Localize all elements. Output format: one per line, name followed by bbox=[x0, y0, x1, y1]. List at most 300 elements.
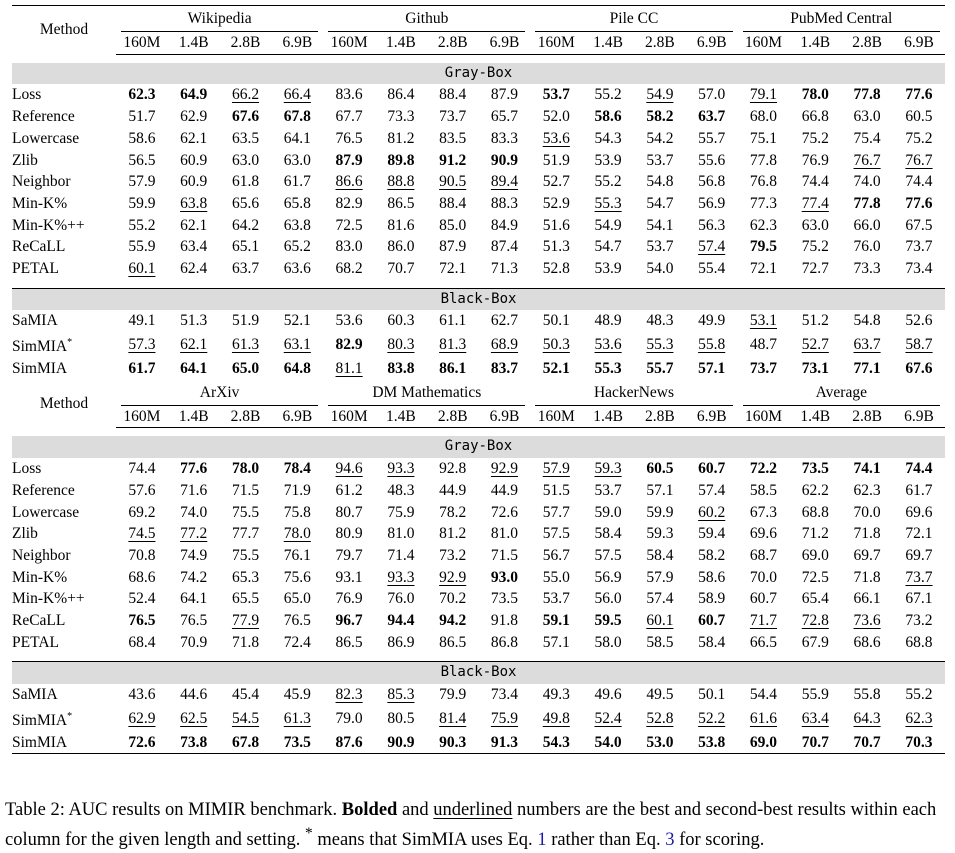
value-cell bbox=[220, 610, 272, 632]
auc-value: 60.3 bbox=[387, 312, 415, 330]
auc-value: 73.7 bbox=[749, 360, 778, 377]
auc-value: 73.5 bbox=[801, 460, 829, 478]
value-cell bbox=[738, 732, 790, 754]
auc-value: 63.0 bbox=[231, 151, 260, 169]
auc-value: 54.9 bbox=[594, 216, 622, 234]
auc-value: 48.3 bbox=[646, 312, 674, 330]
auc-value: 75.2 bbox=[905, 129, 933, 147]
method-label: Reference bbox=[12, 108, 75, 126]
auc-value: 74.2 bbox=[180, 568, 208, 586]
value-cell bbox=[530, 193, 582, 215]
auc-value: 67.3 bbox=[749, 503, 778, 521]
value-cell bbox=[789, 150, 841, 172]
auc-value: 69.2 bbox=[128, 503, 156, 521]
method-name bbox=[12, 706, 116, 732]
auc-value: 77.8 bbox=[853, 86, 881, 104]
auc-value: 63.7 bbox=[698, 108, 726, 126]
auc-value: 81.2 bbox=[387, 129, 415, 147]
value-cell bbox=[116, 332, 168, 358]
model-size-header: 1.4B bbox=[789, 406, 841, 428]
auc-value: 74.9 bbox=[180, 546, 208, 564]
value-cell bbox=[271, 588, 323, 610]
value-cell bbox=[220, 84, 272, 106]
caption-eq3-link[interactable]: 3 bbox=[665, 830, 675, 851]
value-cell bbox=[375, 610, 427, 632]
section-band-row bbox=[12, 662, 945, 684]
auc-value: 70.0 bbox=[853, 503, 881, 521]
value-cell bbox=[686, 610, 738, 632]
dataset-header bbox=[738, 6, 945, 33]
auc-value: 73.6 bbox=[853, 612, 881, 630]
auc-value: 65.6 bbox=[231, 194, 260, 212]
value-cell bbox=[789, 171, 841, 193]
auc-value: 76.5 bbox=[180, 612, 208, 630]
value-cell bbox=[530, 310, 582, 332]
value-cell bbox=[271, 215, 323, 237]
value-cell bbox=[220, 236, 272, 258]
value-cell bbox=[634, 193, 686, 215]
value-cell bbox=[220, 128, 272, 150]
value-cell bbox=[220, 258, 272, 280]
value-cell bbox=[271, 310, 323, 332]
auc-value: 54.0 bbox=[646, 260, 674, 278]
value-cell bbox=[168, 193, 220, 215]
value-cell bbox=[686, 358, 738, 380]
method-label: Neighbor bbox=[12, 173, 71, 191]
table-row bbox=[12, 193, 945, 215]
auc-value: 71.7 bbox=[749, 612, 778, 630]
value-cell bbox=[271, 502, 323, 524]
auc-value: 80.7 bbox=[335, 503, 363, 521]
auc-value: 65.4 bbox=[801, 590, 829, 608]
auc-value: 63.6 bbox=[283, 260, 311, 278]
value-cell bbox=[530, 502, 582, 524]
value-cell bbox=[634, 588, 686, 610]
value-cell bbox=[427, 480, 479, 502]
auc-value: 51.7 bbox=[128, 108, 156, 126]
auc-value: 65.2 bbox=[283, 238, 311, 256]
value-cell bbox=[271, 150, 323, 172]
value-cell bbox=[634, 480, 686, 502]
auc-value: 70.0 bbox=[749, 568, 778, 586]
value-cell bbox=[116, 193, 168, 215]
value-cell bbox=[582, 480, 634, 502]
value-cell bbox=[168, 610, 220, 632]
auc-value: 52.0 bbox=[542, 108, 570, 126]
auc-value: 62.3 bbox=[905, 709, 933, 727]
value-cell bbox=[582, 236, 634, 258]
auc-value: 66.8 bbox=[801, 108, 829, 126]
auc-value: 73.2 bbox=[905, 612, 933, 630]
section-title: Black-Box bbox=[12, 662, 945, 684]
auc-value: 59.9 bbox=[128, 194, 156, 212]
auc-value: 51.6 bbox=[542, 216, 570, 234]
value-cell bbox=[375, 458, 427, 480]
value-cell bbox=[323, 502, 375, 524]
value-cell bbox=[738, 684, 790, 706]
value-cell bbox=[427, 193, 479, 215]
auc-value: 51.3 bbox=[542, 238, 570, 256]
value-cell bbox=[530, 523, 582, 545]
auc-value: 49.6 bbox=[594, 686, 622, 704]
value-cell bbox=[738, 545, 790, 567]
auc-value: 57.7 bbox=[542, 503, 570, 521]
method-name bbox=[12, 480, 116, 502]
auc-value: 84.9 bbox=[490, 216, 519, 234]
value-cell bbox=[893, 610, 945, 632]
value-cell bbox=[582, 128, 634, 150]
value-cell bbox=[271, 332, 323, 358]
model-size-header: 160M bbox=[116, 406, 168, 428]
auc-value: 61.7 bbox=[283, 173, 311, 191]
auc-value: 58.2 bbox=[698, 546, 726, 564]
value-cell bbox=[686, 193, 738, 215]
value-cell bbox=[220, 106, 272, 128]
model-size-header: 1.4B bbox=[582, 406, 634, 428]
value-cell bbox=[479, 128, 531, 150]
auc-value: 62.1 bbox=[180, 216, 208, 234]
auc-value: 48.7 bbox=[749, 336, 778, 354]
value-cell bbox=[427, 84, 479, 106]
value-cell bbox=[427, 150, 479, 172]
auc-value: 91.8 bbox=[490, 612, 519, 630]
auc-value: 57.4 bbox=[698, 238, 726, 256]
value-cell bbox=[375, 332, 427, 358]
value-cell bbox=[893, 545, 945, 567]
value-cell bbox=[479, 610, 531, 632]
value-cell bbox=[116, 545, 168, 567]
auc-value: 87.4 bbox=[490, 238, 519, 256]
method-header: Method bbox=[39, 394, 89, 412]
value-cell bbox=[479, 236, 531, 258]
auc-value: 73.8 bbox=[180, 733, 208, 751]
spacer-cell bbox=[12, 54, 945, 63]
method-header: Method bbox=[12, 6, 116, 55]
auc-value: 58.6 bbox=[698, 568, 726, 586]
auc-value: 68.9 bbox=[490, 336, 519, 354]
auc-value: 49.9 bbox=[698, 312, 726, 330]
auc-value: 63.0 bbox=[801, 216, 829, 234]
auc-value: 72.8 bbox=[801, 612, 829, 630]
auc-value: 93.0 bbox=[490, 568, 519, 586]
value-cell bbox=[686, 258, 738, 280]
value-cell bbox=[168, 706, 220, 732]
auc-value: 71.3 bbox=[490, 260, 519, 278]
value-cell bbox=[582, 358, 634, 380]
dataset-header-row bbox=[12, 380, 945, 406]
auc-value: 81.0 bbox=[490, 525, 519, 543]
value-cell bbox=[893, 684, 945, 706]
auc-value: 94.4 bbox=[387, 612, 415, 630]
auc-value: 74.4 bbox=[801, 173, 829, 191]
method-name bbox=[12, 236, 116, 258]
method-name bbox=[12, 523, 116, 545]
value-cell bbox=[841, 84, 893, 106]
auc-value: 71.8 bbox=[231, 633, 260, 651]
model-size-header: 6.9B bbox=[893, 406, 945, 428]
auc-value: 55.3 bbox=[646, 336, 674, 354]
auc-value: 55.3 bbox=[594, 360, 622, 377]
auc-value: 59.3 bbox=[594, 460, 622, 478]
value-cell bbox=[841, 150, 893, 172]
value-cell bbox=[427, 684, 479, 706]
auc-value: 62.3 bbox=[128, 86, 156, 104]
auc-value: 67.7 bbox=[335, 108, 363, 126]
auc-value: 76.5 bbox=[128, 612, 156, 630]
value-cell bbox=[738, 502, 790, 524]
auc-value: 75.2 bbox=[801, 238, 829, 256]
value-cell bbox=[789, 545, 841, 567]
caption-star: * bbox=[305, 825, 313, 842]
value-cell bbox=[582, 310, 634, 332]
value-cell bbox=[789, 106, 841, 128]
auc-value: 77.8 bbox=[749, 151, 778, 169]
auc-value: 69.7 bbox=[853, 546, 881, 564]
value-cell bbox=[582, 632, 634, 654]
value-cell bbox=[116, 236, 168, 258]
value-cell bbox=[686, 706, 738, 732]
auc-value: 54.9 bbox=[646, 86, 674, 104]
auc-value: 58.7 bbox=[905, 336, 933, 354]
table-row bbox=[12, 171, 945, 193]
value-cell bbox=[375, 706, 427, 732]
auc-value: 55.2 bbox=[594, 173, 622, 191]
value-cell bbox=[375, 567, 427, 589]
value-cell bbox=[375, 588, 427, 610]
auc-value: 81.4 bbox=[439, 709, 467, 727]
value-cell bbox=[789, 610, 841, 632]
value-cell bbox=[893, 706, 945, 732]
auc-value: 80.5 bbox=[387, 709, 415, 727]
value-cell bbox=[686, 502, 738, 524]
value-cell bbox=[427, 258, 479, 280]
method-name bbox=[12, 128, 116, 150]
dataset-name: Wikipedia bbox=[121, 6, 318, 32]
value-cell bbox=[893, 84, 945, 106]
auc-value: 52.1 bbox=[283, 312, 311, 330]
value-cell bbox=[427, 732, 479, 754]
auc-value: 61.3 bbox=[231, 336, 260, 354]
model-size-header: 1.4B bbox=[375, 406, 427, 428]
value-cell bbox=[220, 171, 272, 193]
auc-value: 54.1 bbox=[646, 216, 674, 234]
auc-value: 89.8 bbox=[387, 151, 415, 169]
value-cell bbox=[893, 458, 945, 480]
auc-value: 57.1 bbox=[646, 481, 674, 499]
caption-line2-start: within each column for the given length and setting. bbox=[5, 800, 937, 851]
model-size-header: 6.9B bbox=[686, 406, 738, 428]
value-cell bbox=[116, 523, 168, 545]
value-cell bbox=[323, 84, 375, 106]
auc-value: 59.9 bbox=[646, 503, 674, 521]
auc-value: 83.0 bbox=[335, 238, 363, 256]
value-cell bbox=[841, 480, 893, 502]
auc-value: 60.7 bbox=[698, 460, 726, 478]
value-cell bbox=[323, 193, 375, 215]
auc-value: 72.5 bbox=[801, 568, 829, 586]
table-body bbox=[12, 6, 945, 754]
value-cell bbox=[375, 106, 427, 128]
value-cell bbox=[582, 523, 634, 545]
auc-value: 61.7 bbox=[905, 481, 933, 499]
auc-value: 61.3 bbox=[283, 709, 311, 727]
value-cell bbox=[271, 458, 323, 480]
value-cell bbox=[479, 171, 531, 193]
auc-value: 65.0 bbox=[283, 590, 311, 608]
auc-value: 54.8 bbox=[646, 173, 674, 191]
auc-value: 63.4 bbox=[801, 709, 829, 727]
auc-value: 58.4 bbox=[594, 525, 622, 543]
model-size-header: 2.8B bbox=[841, 32, 893, 54]
value-cell bbox=[116, 310, 168, 332]
star-marker: * bbox=[67, 337, 73, 349]
value-cell bbox=[893, 258, 945, 280]
auc-value: 58.4 bbox=[646, 546, 674, 564]
value-cell bbox=[530, 215, 582, 237]
table-row bbox=[12, 502, 945, 524]
auc-value: 66.2 bbox=[231, 86, 260, 104]
auc-value: 73.7 bbox=[439, 108, 467, 126]
method-label: SaMIA bbox=[12, 686, 58, 704]
value-cell bbox=[427, 567, 479, 589]
value-cell bbox=[323, 215, 375, 237]
value-cell bbox=[375, 684, 427, 706]
model-size-header: 1.4B bbox=[789, 32, 841, 54]
auc-value: 43.6 bbox=[128, 686, 156, 704]
auc-value: 64.9 bbox=[180, 86, 208, 104]
value-cell bbox=[789, 332, 841, 358]
auc-value: 64.1 bbox=[180, 360, 208, 377]
auc-value: 86.0 bbox=[387, 238, 415, 256]
value-cell bbox=[323, 310, 375, 332]
method-label: SimMIA* bbox=[12, 337, 73, 356]
spacer-cell bbox=[12, 428, 945, 437]
value-cell bbox=[893, 480, 945, 502]
value-cell bbox=[686, 310, 738, 332]
auc-value: 72.5 bbox=[335, 216, 363, 234]
auc-value: 67.8 bbox=[231, 733, 260, 751]
method-name bbox=[12, 632, 116, 654]
size-header-row bbox=[12, 406, 945, 428]
auc-value: 67.6 bbox=[905, 360, 933, 377]
table-row bbox=[12, 610, 945, 632]
value-cell bbox=[582, 215, 634, 237]
auc-value: 68.4 bbox=[128, 633, 156, 651]
auc-value: 75.9 bbox=[490, 709, 519, 727]
value-cell bbox=[168, 588, 220, 610]
value-cell bbox=[375, 215, 427, 237]
value-cell bbox=[168, 332, 220, 358]
caption-underlined: underlined bbox=[433, 800, 513, 820]
value-cell bbox=[479, 458, 531, 480]
value-cell bbox=[323, 523, 375, 545]
value-cell bbox=[168, 502, 220, 524]
value-cell bbox=[479, 358, 531, 380]
auc-value: 86.5 bbox=[387, 194, 415, 212]
table-row bbox=[12, 128, 945, 150]
auc-value: 63.8 bbox=[283, 216, 311, 234]
auc-value: 53.6 bbox=[542, 129, 570, 147]
auc-value: 54.7 bbox=[594, 238, 622, 256]
method-label: SimMIA bbox=[12, 360, 68, 377]
value-cell bbox=[116, 84, 168, 106]
caption-and: and bbox=[401, 800, 429, 820]
auc-value: 60.9 bbox=[180, 173, 208, 191]
method-name bbox=[12, 358, 116, 380]
auc-value: 64.1 bbox=[283, 129, 311, 147]
auc-value: 59.0 bbox=[594, 503, 622, 521]
auc-value: 56.0 bbox=[594, 590, 622, 608]
caption-eq1-link[interactable]: 1 bbox=[537, 830, 547, 851]
dataset-header bbox=[738, 380, 945, 406]
value-cell bbox=[168, 236, 220, 258]
auc-value: 89.4 bbox=[490, 173, 519, 191]
value-cell bbox=[530, 84, 582, 106]
auc-value: 72.6 bbox=[490, 503, 519, 521]
auc-value: 53.9 bbox=[594, 260, 622, 278]
value-cell bbox=[220, 310, 272, 332]
value-cell bbox=[271, 610, 323, 632]
table-row bbox=[12, 358, 945, 380]
value-cell bbox=[427, 588, 479, 610]
model-size-header: 160M bbox=[530, 32, 582, 54]
auc-value: 58.0 bbox=[594, 633, 622, 651]
auc-value: 79.1 bbox=[749, 86, 778, 104]
spacer-row bbox=[12, 428, 945, 437]
auc-value: 60.1 bbox=[128, 260, 156, 278]
value-cell bbox=[530, 632, 582, 654]
value-cell bbox=[168, 258, 220, 280]
value-cell bbox=[375, 150, 427, 172]
value-cell bbox=[375, 84, 427, 106]
section-title: Gray-Box bbox=[12, 63, 945, 85]
auc-value: 65.0 bbox=[231, 360, 260, 377]
method-label: Zlib bbox=[12, 151, 38, 169]
auc-value: 56.8 bbox=[698, 173, 726, 191]
auc-value: 92.9 bbox=[439, 568, 467, 586]
value-cell bbox=[375, 310, 427, 332]
auc-value: 57.9 bbox=[128, 173, 156, 191]
auc-value: 77.7 bbox=[231, 525, 260, 543]
value-cell bbox=[582, 610, 634, 632]
auc-value: 74.5 bbox=[128, 525, 156, 543]
auc-value: 58.9 bbox=[698, 590, 726, 608]
value-cell bbox=[271, 523, 323, 545]
dataset-header-row bbox=[12, 6, 945, 33]
auc-value: 52.8 bbox=[542, 260, 570, 278]
value-cell bbox=[841, 567, 893, 589]
table-row bbox=[12, 545, 945, 567]
value-cell bbox=[220, 458, 272, 480]
auc-value: 72.4 bbox=[283, 633, 311, 651]
value-cell bbox=[893, 236, 945, 258]
auc-value: 68.6 bbox=[853, 633, 881, 651]
value-cell bbox=[530, 358, 582, 380]
value-cell bbox=[479, 150, 531, 172]
auc-value: 53.7 bbox=[542, 590, 570, 608]
value-cell bbox=[168, 106, 220, 128]
value-cell bbox=[738, 358, 790, 380]
auc-value: 88.8 bbox=[387, 173, 415, 191]
auc-value: 55.9 bbox=[801, 686, 829, 704]
value-cell bbox=[323, 106, 375, 128]
auc-value: 83.7 bbox=[490, 360, 519, 377]
value-cell bbox=[841, 106, 893, 128]
auc-value: 73.5 bbox=[490, 590, 519, 608]
auc-value: 71.8 bbox=[853, 525, 881, 543]
value-cell bbox=[323, 171, 375, 193]
auc-value: 72.1 bbox=[439, 260, 467, 278]
